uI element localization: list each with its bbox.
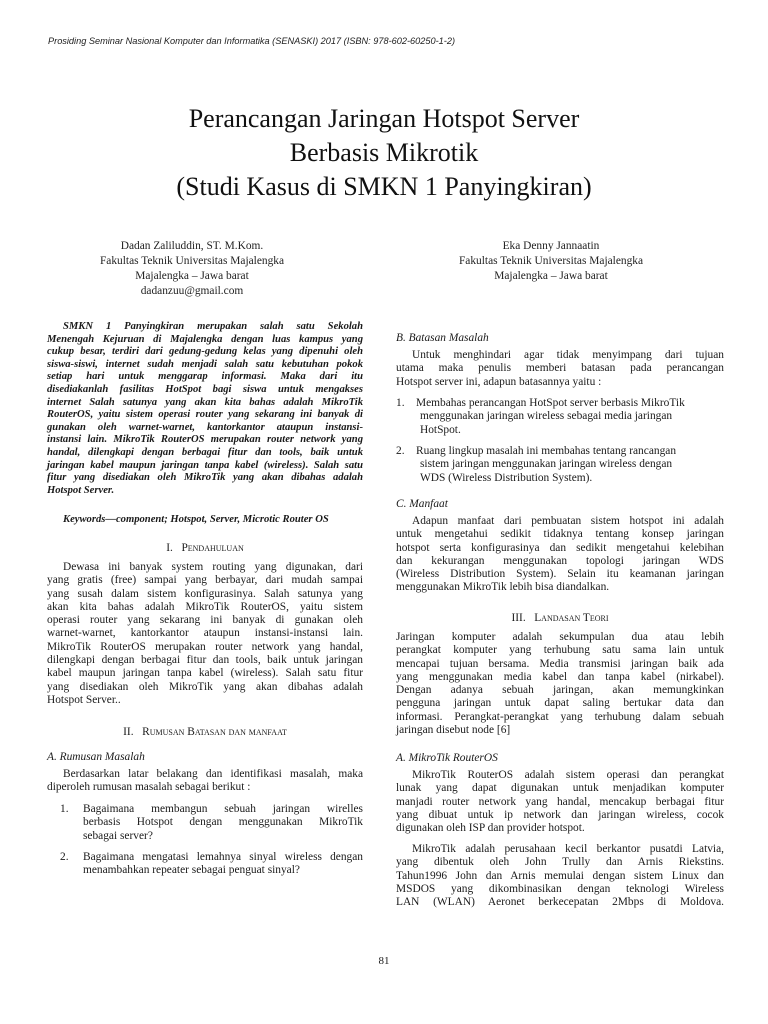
body-line: WDS (Wireless Distribution System).	[420, 471, 593, 484]
abstract-line: instansi lain. MikroTik RouterOS merupakan router network yang	[47, 434, 363, 446]
body-line: kabel maupun jaringan tanpa kabel (wireless). Salah satu fitur	[47, 667, 363, 680]
body-line: MikroTik RouterOS adalah sistem operasi dan perangkat	[412, 769, 724, 781]
abstract-line: RouterOS, yaitu sistem operasi router yang sekarang ini banyak di	[47, 409, 363, 421]
body-line: Adapun manfaat dari pembuatan sistem hotspot ini adalah	[412, 515, 724, 527]
body-line: MSDOS yang dikombinasikan dengan teknologi Wireless	[396, 882, 724, 895]
body-line: Ruang lingkup masalah ini membahas tentang rancangan	[416, 445, 677, 457]
list-number: 1.	[396, 397, 405, 409]
paper-title-line-3: (Studi Kasus di SMKN 1 Panyingkiran)	[176, 172, 592, 201]
body-line: diperoleh rumusan masalah sebagai berikut :	[47, 781, 251, 794]
body-line: informasi. Perangkat-perangkat yang terhubung dalam sebuah	[396, 710, 724, 723]
body-line: Berdasarkan latar belakang dan identifikasi masalah, maka	[63, 768, 363, 780]
body-line: menggunakan jaringan wireless sebagai media jaringan	[420, 410, 673, 423]
author-affiliation: Fakultas Teknik Universitas Majalengka	[458, 255, 644, 267]
abstract-line: siswa-siswi, internet sudah menjadi salah satu kebutuhan pokok	[47, 358, 363, 370]
body-line: operasi router yang sekarang ini banyak di gunakan oleh	[47, 614, 363, 627]
body-line: yang gratis (free) sampai yang berbayar, dari mudah sampai	[47, 574, 363, 587]
subsection-mikrotik-routeros: A. MikroTik RouterOS	[396, 752, 498, 764]
body-line: HotSpot.	[420, 423, 461, 436]
body-line: yang dibuat untuk ip network dan jaringan wireless, cocok	[396, 808, 724, 821]
rumusan-intro	[47, 768, 363, 795]
body-line: yang dibentuk oleh John Trully dan Arnis Riekstins.	[396, 856, 724, 869]
body-line: utama maka penulis memberi batasan pada perancangan	[396, 362, 724, 375]
section-title: Landasan Teori	[534, 612, 609, 624]
section-title: Rumusan Batasan dan manfaat	[142, 726, 287, 738]
section-heading-landasan	[396, 612, 724, 624]
abstract-line: internet Salah satunya yang akan kita bahas adalah MikroTik	[47, 396, 363, 408]
list-number: 2.	[396, 445, 405, 457]
body-line: yang menggunakan media kabel dan tanpa kabel (nirkabel).	[396, 670, 724, 683]
keywords: Keywords—component; Hotspot, Server, Microtic Router OS	[63, 514, 329, 525]
body-line: menambahkan repeater sebagai penguat sinyal?	[83, 864, 300, 877]
section-heading-rumusan	[47, 726, 363, 738]
body-line: Hotspot server ini, adapun batasannya yaitu :	[396, 375, 602, 388]
abstract	[47, 321, 363, 497]
body-line: Membahas perancangan HotSpot server berbasis MikroTik	[416, 397, 685, 409]
body-line: sebagai server?	[83, 829, 153, 842]
body-line: perangkat komputer yang terhubung satu sama lain untuk	[396, 644, 724, 657]
abstract-line: jaringan kabel maupun jaringan tanpa kabel (wireless). Salah satu	[47, 459, 363, 471]
abstract-line: fitur yang disediakan oleh MikroTik yang akan dibahas adalah	[47, 472, 363, 484]
batasan-intro	[396, 349, 724, 389]
author-email[interactable]: dadanzuu@gmail.com	[140, 285, 244, 297]
body-line: sistem jaringan menggunakan jaringan wireless dengan	[420, 458, 673, 471]
author-name: Eka Denny Jannaatin	[502, 240, 600, 252]
body-line: menggunakan MikroTik lebih bisa diandalkan.	[396, 581, 610, 594]
section-number: I.	[166, 542, 173, 554]
body-line: jaringan disebut node [6]	[396, 724, 511, 737]
author-block-1	[62, 239, 322, 299]
body-line: hotspot serta konfigurasinya dan sedikit mengetahui kelebihan	[396, 541, 724, 554]
body-line: Dengan adanya sebuah jaringan, akan memungkinkan	[396, 684, 724, 697]
body-line: digunakan oleh ISP dan provider hotspot.	[396, 822, 585, 835]
author-location: Majalengka – Jawa barat	[494, 270, 608, 282]
body-line: yang disediakan oleh MikroTik yang akan dibahas adalah	[47, 680, 363, 693]
pendahuluan-paragraph	[47, 561, 363, 707]
body-line: LAN (WLAN) Aeronet berkecepatan 2Mbps di Moldova.	[396, 896, 724, 909]
abstract-line: cukup besar, terdiri dari gedung-gedung kelas yang dipenuhi oleh	[47, 346, 363, 358]
section-title: Pendahuluan	[181, 542, 244, 554]
author-location: Majalengka – Jawa barat	[135, 270, 249, 282]
subsection-manfaat: C. Manfaat	[396, 498, 448, 510]
body-line: dan kekurangan menggunakan topologi jaringan WDS	[396, 554, 724, 567]
body-line: Hotspot Server..	[47, 693, 121, 706]
list-number: 2.	[60, 851, 69, 863]
abstract-line: setiap hari untuk menggarap informasi. Maka dari itu	[47, 371, 363, 383]
abstract-line: SMKN 1 Panyingkiran merupakan salah satu Sekolah	[63, 321, 363, 332]
abstract-line: Menengah Kejuruan di Majalengka dengan luas kampus yang	[47, 333, 363, 345]
body-line: Dewasa ini banyak system routing yang digunakan, dari	[63, 561, 363, 573]
paper-title-line-1: Perancangan Jaringan Hotspot Server	[188, 104, 580, 133]
section-number: III.	[511, 612, 526, 624]
body-line: (Wireless Distribution System). Selain itu keamanan jaringan	[396, 568, 724, 581]
author-name: Dadan Zaliluddin, ST. M.Kom.	[120, 240, 264, 252]
body-line: akan kita bahas adalah MikroTik RouterOS, yaitu sistem	[47, 600, 363, 613]
abstract-line: disediakanlah fasilitas HotSpot bagi siswa untuk mengakses	[47, 383, 363, 395]
manfaat-paragraph	[396, 515, 724, 595]
body-line: Untuk menghindari agar tidak menyimpang dari tujuan	[412, 349, 724, 361]
body-line: berbasis Hotspot dengan menggunakan MikroTik	[83, 816, 363, 829]
proceedings-header: Prosiding Seminar Nasional Komputer dan Informatika (SENASKI) 2017 (ISBN: 978-602-60250-1-2)	[48, 36, 456, 46]
body-line: Tahun1996 John dan Arnis memulai dengan sistem Linux dan	[396, 869, 724, 882]
abstract-line: gunakan oleh warnet-warnet, kantorkantor ataupun instansi-	[47, 421, 363, 433]
section-number: II.	[123, 726, 134, 738]
author-affiliation: Fakultas Teknik Universitas Majalengka	[99, 255, 285, 267]
body-line: yang susah dalam sistem konfigurasinya. Salah satunya yang	[47, 587, 363, 600]
body-line: warnet-warnet, kantorkantor ataupun instansi-instansi lain.	[47, 627, 363, 640]
body-line: dilengkapi dengan berbagai fitur dan tools, baik untuk jaringan	[47, 654, 363, 667]
body-line: mencapai tujuan bersama. Media transmisi jaringan baik ada	[396, 657, 724, 670]
body-line: untuk mengetahui sedikit tidaknya tentang konsep jaringan	[396, 528, 724, 541]
subsection-rumusan-masalah: A. Rumusan Masalah	[47, 751, 145, 763]
body-line: lunak yang dapat digunakan untuk menjadikan komputer	[396, 782, 724, 795]
mikrotik-paragraph-2	[396, 843, 724, 909]
body-line: MikroTik RouterOS merupakan router network yang handal,	[47, 640, 363, 653]
landasan-paragraph	[396, 631, 724, 737]
body-line: Bagaimana mengatasi lemahnya sinyal wireless dengan	[83, 851, 363, 863]
mikrotik-paragraph-1	[396, 769, 724, 835]
subsection-batasan-masalah: B. Batasan Masalah	[396, 332, 489, 344]
body-line: Jaringan komputer adalah sekumpulan dua atau lebih	[396, 631, 724, 643]
body-line: Bagaimana membangun sebuah jaringan wirelles	[83, 803, 363, 815]
author-block-2	[421, 239, 681, 284]
body-line: MikroTik adalah perusahaan kecil berkantor pusatdi Latvia,	[412, 843, 724, 855]
list-number: 1.	[60, 803, 69, 815]
body-line: manjadi router network yang handal, mencakup berbagai fitur	[396, 795, 724, 808]
paper-title-line-2: Berbasis Mikrotik	[289, 138, 479, 167]
abstract-line: handal, dilengkapi dengan berbagai fitur dan tools, baik untuk	[47, 446, 363, 458]
section-heading-pendahuluan	[47, 542, 363, 554]
body-line: pengguna jaringan untuk dapat saling bertukar data dan	[396, 697, 724, 710]
abstract-line: Hotspot Server.	[47, 484, 115, 496]
page-number: 81	[378, 955, 390, 967]
